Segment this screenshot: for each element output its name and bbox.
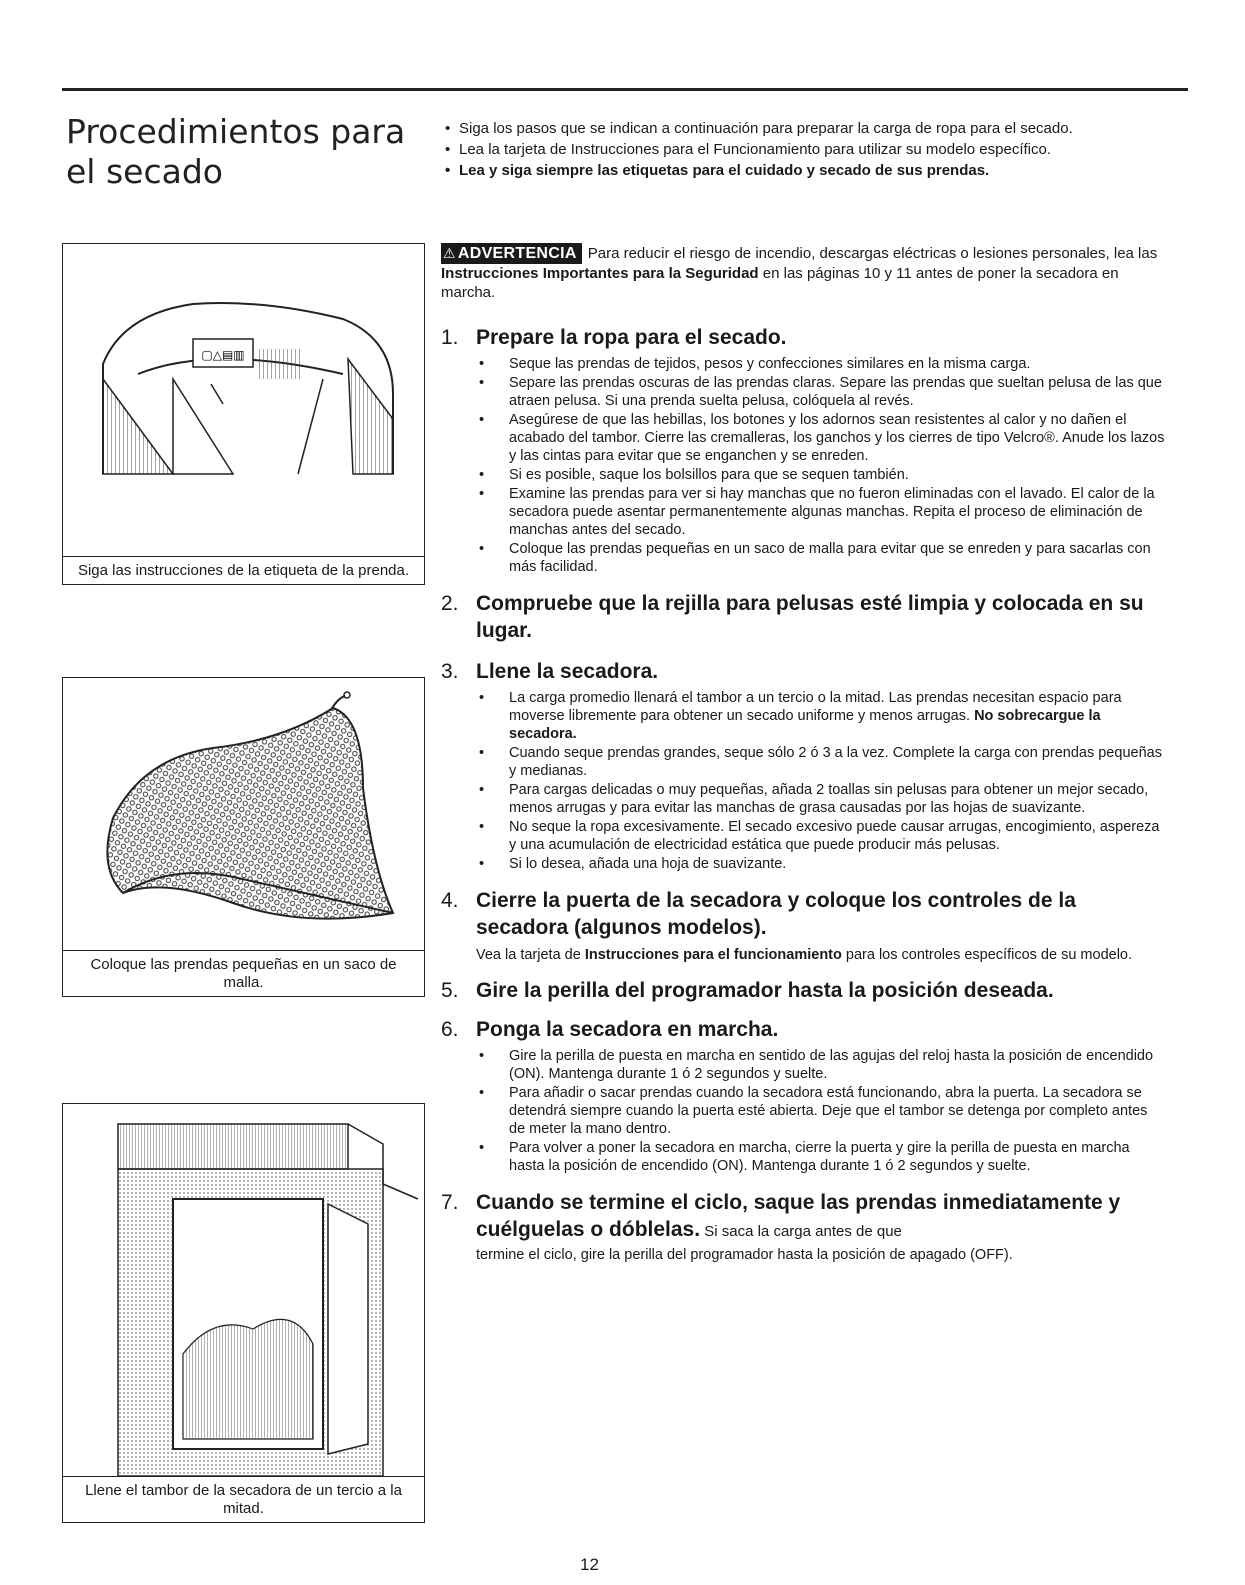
list-item: • Cuando seque prendas grandes, seque sólo 2 ó 3 a la vez. Complete la carga con prendas pequeñas y medianas. [441,744,1166,780]
warning-badge: ⚠ ADVERTENCIA [441,243,582,264]
top-rule [62,88,1188,91]
step-heading: 2. Compruebe que la rejilla para pelusas esté limpia y colocada en su lugar. [441,592,1144,642]
step-bullets [441,355,1166,576]
intro-item: • Lea y siga siempre las etiquetas para el cuidado y secado de sus prendas. [445,162,1165,180]
step-heading: 7. Cuando se termine el ciclo, saque las prendas inmediatamente y cuélguelas o dóblelas. Si saca la carga antes de que [441,1191,1121,1241]
step-3 [441,658,1166,873]
step-6 [441,1016,1166,1175]
figure-caption: Siga las instrucciones de la etiqueta de la prenda. [63,556,424,584]
list-item: • Para cargas delicadas o muy pequeñas, añada 2 toallas sin pelusas para obtener un mejor secado, menos arrugas y para evitar las manchas de grasa causadas por las hojas de suavizante. [441,781,1166,817]
figure-care-label [62,243,425,585]
step-4 [441,887,1166,965]
list-item: • Separe las prendas oscuras de las prendas claras. Separe las prendas que sueltan pelusa de las que atraen pelusa. Si una prenda suelta pelusa, colóquela al revés. [441,374,1166,410]
intro-item: • Siga los pasos que se indican a continuación para preparar la carga de ropa para el secado. [445,120,1165,138]
step-text: termine el ciclo, gire la perilla del programador hasta la posición de apagado (OFF). [476,1247,1013,1263]
step-heading: 4. Cierre la puerta de la secadora y coloque los controles de la secadora (algunos modelos). [441,889,1076,939]
warning-text-bold: Instrucciones Importantes para la Seguridad [441,265,759,282]
figure-caption: Coloque las prendas pequeñas en un saco de malla. [63,950,424,996]
figure-caption: Llene el tambor de la secadora de un tercio a la mitad. [63,1476,424,1522]
list-item: • No seque la ropa excesivamente. El secado excesivo puede causar arrugas, encogimiento, aspereza y una acumulación de electricidad estática que puede producir más pelusas. [441,818,1166,854]
intro-list [445,120,1165,183]
steps-list [441,324,1166,1265]
intro-item: • Lea la tarjeta de Instrucciones para el Funcionamiento para utilizar su modelo específico. [445,141,1165,159]
page-number: 12 [580,1555,599,1574]
step-bullets [441,689,1166,873]
dryer-drum-illustration [63,1104,424,1476]
page-title: Procedimientos para el secado [66,112,406,191]
list-item: • Seque las prendas de tejidos, pesos y confecciones similares en la misma carga. [441,355,1166,373]
step-1 [441,324,1166,576]
list-item: • Gire la perilla de puesta en marcha en sentido de las agujas del reloj hasta la posición de encendido (ON). Mantenga durante 1 ó 2 segundos y suelte. [441,1047,1166,1083]
mesh-bag-illustration [63,678,424,950]
list-item: • Examine las prendas para ver si hay manchas que no fueron eliminadas con el lavado. El calor de la secadora puede asentar permanentemente algunas manchas. Repita el proceso de eliminación de manchas antes del secado. [441,485,1166,539]
warning-text: Para reducir el riesgo de incendio, descargas eléctricas o lesiones personales, lea las [587,245,1158,262]
warning-text: en las páginas 10 y 11 antes de poner la secadora en marcha. [441,265,1119,301]
warning-triangle-icon: ⚠ [443,245,456,261]
step-bullets [441,1047,1166,1175]
step-2 [441,590,1166,644]
list-item: • Asegúrese de que las hebillas, los botones y los adornos sean resistentes al calor y no dañen el acabado del tambor. Cierre las cremalleras, los ganchos y los cierres de tipo Velcro®. Anude los lazos y las cintas para evitar que se enganchen y se enreden. [441,411,1166,465]
svg-text:▢△▤▥: ▢△▤▥ [201,348,245,362]
step-7 [441,1189,1166,1265]
list-item: • Si lo desea, añada una hoja de suavizante. [441,855,1166,873]
list-item: • Para volver a poner la secadora en marcha, cierre la puerta y gire la perilla de puesta en marcha hasta la posición de encendido (ON). Mantenga durante 1 ó 2 segundos y suelte. [441,1139,1166,1175]
step-text: Vea la tarjeta de Instrucciones para el funcionamiento para los controles específicos de su modelo. [476,947,1133,963]
step-heading: 1. Prepare la ropa para el secado. [441,326,787,349]
figure-mesh-bag [62,677,425,997]
step-heading: 3. Llene la secadora. [441,660,659,683]
list-item: • La carga promedio llenará el tambor a un tercio o la mitad. Las prendas necesitan espacio para moverse libremente para obtener un secado uniforme y menos arrugas. No sobrecargue la secadora. [441,689,1166,743]
warning-block [441,243,1161,302]
step-5 [441,977,1166,1004]
list-item: • Si es posible, saque los bolsillos para que se sequen también. [441,466,1166,484]
list-item: • Para añadir o sacar prendas cuando la secadora está funcionando, abra la puerta. La secadora se detendrá siempre cuando la puerta esté abierta. Deje que el tambor se detenga por completo antes de meter la mano dentro. [441,1084,1166,1138]
shirt-collar-illustration [63,244,424,556]
step-heading: 5. Gire la perilla del programador hasta la posición deseada. [441,979,1054,1002]
list-item: • Coloque las prendas pequeñas en un saco de malla para evitar que se enreden y para sacarlas con más facilidad. [441,540,1166,576]
figure-dryer-drum [62,1103,425,1523]
step-heading: 6. Ponga la secadora en marcha. [441,1018,779,1041]
